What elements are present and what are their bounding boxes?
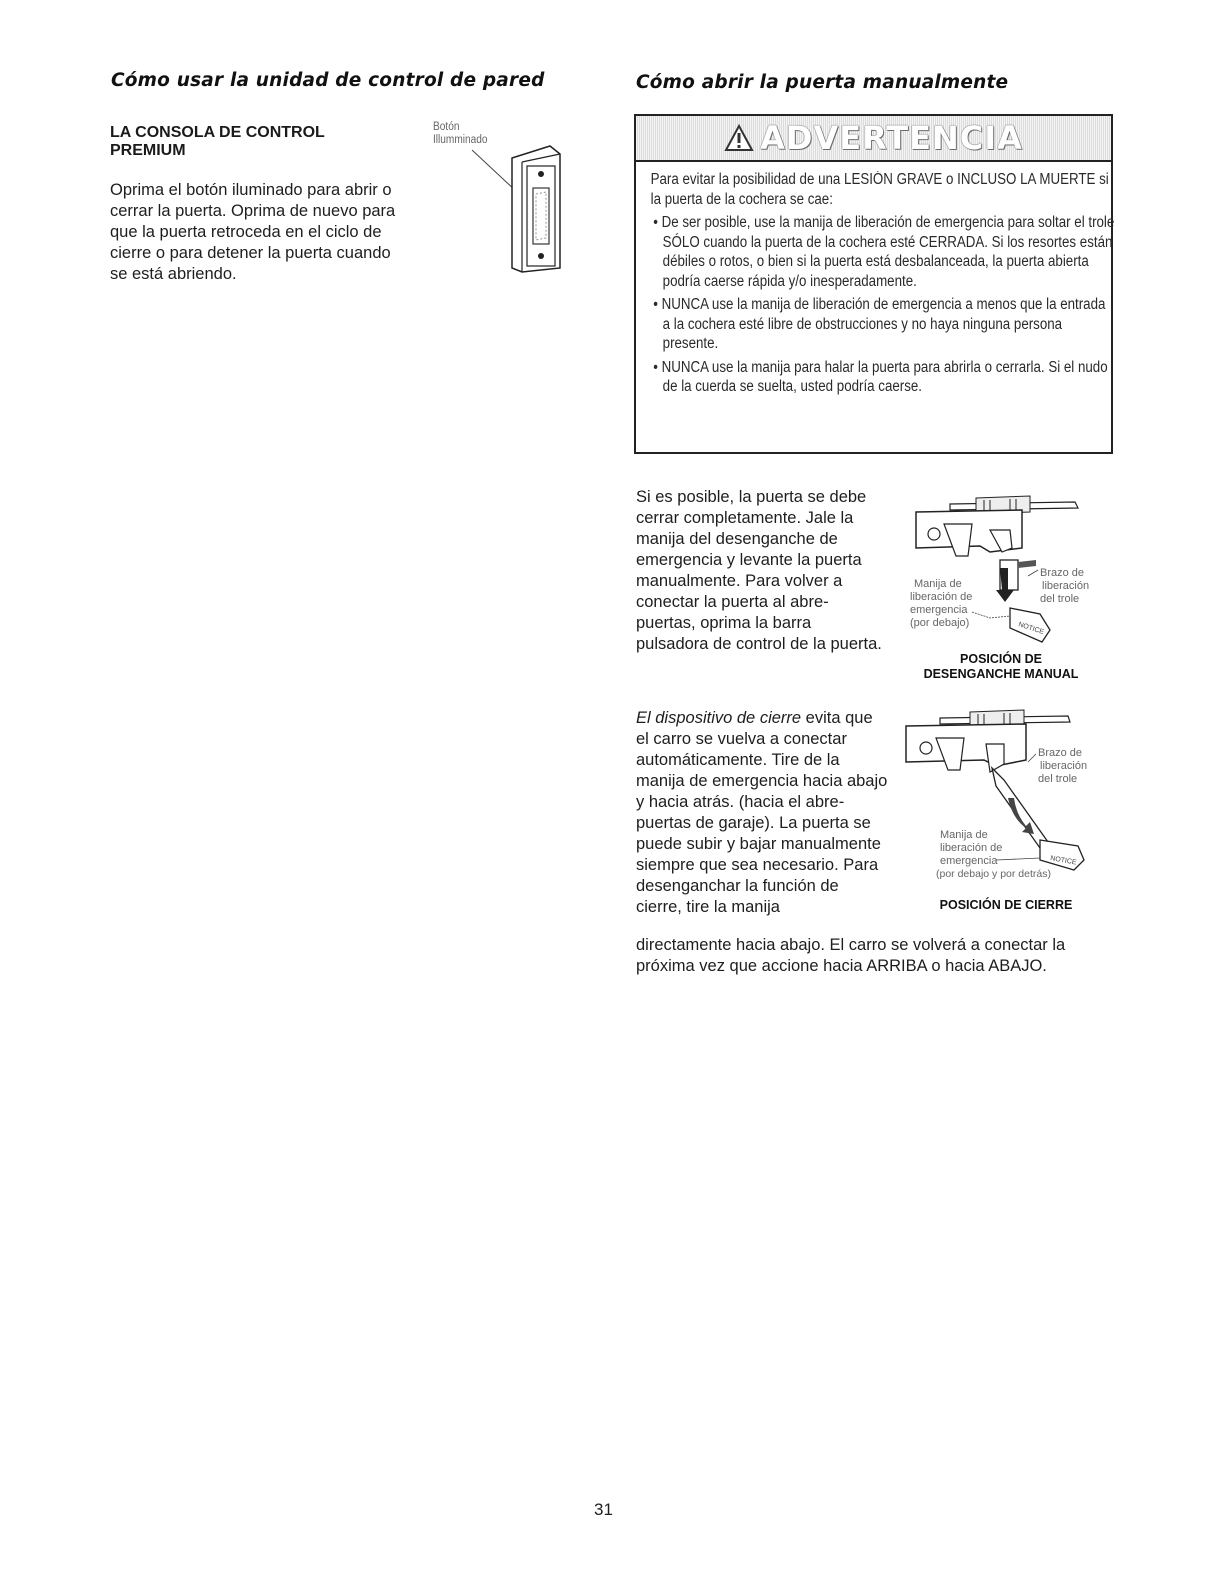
figure1-caption — [915, 652, 1087, 682]
trolley-body — [916, 510, 1022, 556]
handle-notice-text: NOTICE — [1049, 855, 1077, 867]
wall-console-illustration — [470, 140, 570, 275]
top-screw-icon — [538, 171, 544, 177]
warning-triangle-icon — [724, 124, 754, 152]
fig1-handle-label-line2: liberación de — [910, 591, 973, 603]
warning-body — [636, 162, 1115, 397]
fig2-arm-label-line1: Brazo de — [1038, 747, 1083, 759]
console-subtitle — [110, 124, 325, 160]
warning-bullet-3: • NUNCA use la manija para halar la puerta para abrirla o cerrarla. Si el nudo de la cuerda se suelta, usted podría caerse. — [653, 358, 1108, 395]
bottom-screw-icon — [538, 253, 544, 259]
page-number: 31 — [594, 1500, 613, 1519]
fig2-arm-label-line3: del trole — [1038, 773, 1078, 785]
fig1-arm-label-line3: del trole — [1040, 593, 1080, 605]
fig1-handle-label-line3: emergencia — [910, 604, 968, 616]
lighted-push-bar — [533, 188, 549, 244]
console-paragraph: Oprima el botón iluminado para abrir o cerrar la puerta. Oprima de nuevo para que la puerta retroceda en el ciclo de cierre o para detener la puerta cuando se está abriendo. — [110, 181, 396, 283]
fig1-handle-label-line4: (por debajo) — [910, 617, 970, 629]
fig2-arm-label-line2: liberación — [1040, 760, 1088, 772]
lockout-paragraph-end: directamente hacia abajo. El carro se volverá a conectar la próxima vez que accione hacia ARRIBA o hacia ABAJO. — [636, 936, 1066, 975]
figure2-caption: POSICIÓN DE CIERRE — [939, 898, 1073, 912]
figure1-caption-line1: POSICIÓN DE — [960, 652, 1042, 666]
console-subtitle-line1: LA CONSOLA DE CONTROL — [110, 124, 325, 141]
wall-console-body — [512, 146, 560, 272]
lockout-paragraph-text: evita que el carro se vuelva a conectar automáticamente. Tire de la manija de emergencia hacia abajo y hacia atrás. (hacia el abre-puertas de garaje). La puerta se puede subir y bajar manualmente siempre que sea necesario. Para desenganchar la función de cierre, tire la manija — [636, 709, 888, 916]
lockout-paragraph — [636, 708, 888, 918]
fig2-handle-label-line3: emergencia — [940, 855, 998, 867]
right-section-title: Cómo abrir la puerta manualmente — [636, 72, 1009, 93]
warning-bullet-3-text: NUNCA use la manija para halar la puerta para abrirla o cerrarla. Si el nudo de la cuerda se suelta, usted podría caerse. — [661, 358, 1108, 395]
emergency-release-handle — [1040, 840, 1084, 870]
fig1-handle-label-line1: Manija de — [914, 578, 962, 590]
warning-bullet-1: • De ser posible, use la manija de liberación de emergencia para soltar el trole SÓLO cuando la puerta de la cochera esté CERRADA. Si los resortes están débiles o rotos, o bien si la puerta está desbalanceada, la puerta abierta podría caerse rápida y/o inesperadamente. — [653, 214, 1115, 290]
warning-intro: Para evitar la posibilidad de una LESIÓN GRAVE o INCLUSO LA MUERTE si la puerta de la cochera se cae: — [650, 171, 1109, 208]
fig2-handle-label-line4: (por debajo y por detrás) — [936, 868, 1051, 880]
warning-bullet-2-text: NUNCA use la manija de liberación de emergencia a menos que la entrada a la cochera esté libre de obstrucciones y no haya ninguna persona presente. — [661, 296, 1106, 352]
warning-box — [634, 114, 1113, 454]
handle-notice-text: NOTICE — [1017, 621, 1045, 637]
warning-header — [636, 116, 1111, 162]
lockout-illustration — [900, 700, 1090, 900]
figure1-caption-line2: DESENGANCHE MANUAL — [923, 667, 1079, 681]
warning-bullet-2: • NUNCA use la manija de liberación de emergencia a menos que la entrada a la cochera esté libre de obstrucciones y no haya ninguna persona presente. — [653, 296, 1106, 352]
warning-bullet-1-text: De ser posible, use la manija de liberación de emergencia para soltar el trole SÓLO cuando la puerta de la cochera esté CERRADA. Si los resortes están débiles o rotos, o bien si la puerta está desbalanceada, la puerta abierta podría caerse rápida y/o inesperadamente. — [661, 214, 1115, 290]
lockout-italic-term: El dispositivo de cierre — [636, 709, 802, 727]
fig2-handle-label-line2: liberación de — [940, 842, 1003, 854]
trolley-body — [906, 724, 1026, 772]
console-subtitle-line2: PREMIUM — [110, 142, 186, 159]
emergency-release-handle — [1010, 608, 1050, 642]
manual-release-illustration — [910, 490, 1090, 650]
fig2-handle-label-line1: Manija de — [940, 829, 988, 841]
fig1-arm-label-line2: liberación — [1042, 580, 1090, 592]
warning-heading: ADVERTENCIA — [760, 119, 1023, 157]
fig1-arm-label-line1: Brazo de — [1040, 567, 1085, 579]
left-section-title: Cómo usar la unidad de control de pared — [111, 70, 545, 91]
manual-release-paragraph: Si es posible, la puerta se debe cerrar completamente. Jale la manija del desenganche de emergencia y levante la puerta manualmente. Para volver a conectar la puerta al abre-puertas, oprima la barra pulsadora de control de la puerta. — [636, 488, 882, 653]
lighted-button-label-line1: Botón — [433, 121, 460, 133]
lighted-button-label-line2: Illumminado — [433, 134, 488, 146]
